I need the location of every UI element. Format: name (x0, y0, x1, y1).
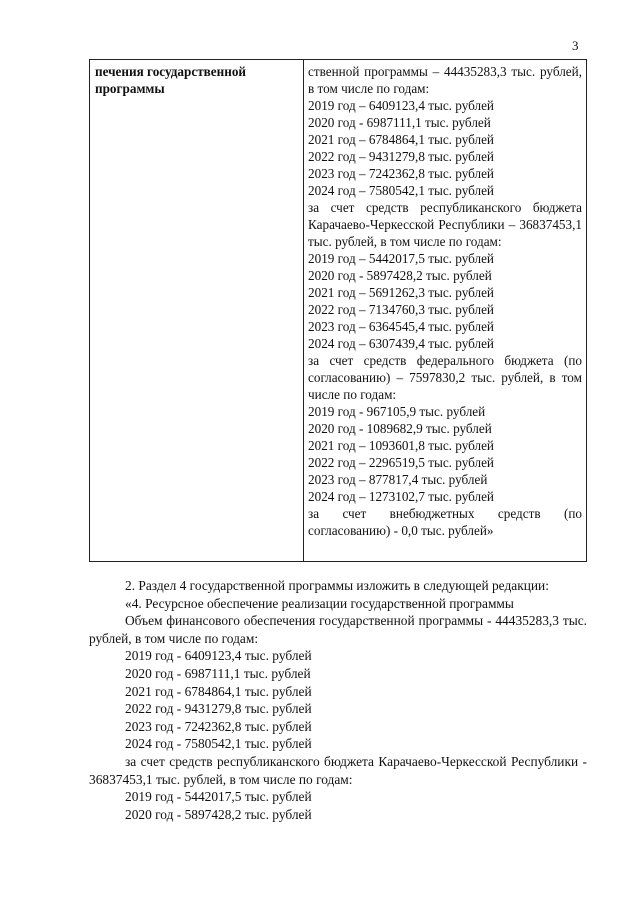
year-line: 2020 год - 6987111,1 тыс. рублей (125, 665, 311, 681)
cell-line: 2020 год - 6987111,1 тыс. рублей (308, 115, 491, 130)
cell-line: за счет средств федерального бюджета (по согласованию) – 7597830,2 тыс. рублей, в том числе по годам: (308, 353, 582, 402)
cell-line: за счет средств республиканского бюджета Карачаево-Черкесской Республики – 36837453,1 тыс. рублей, в том числе по годам: (308, 200, 582, 249)
regional-budget-paragraph: за счет средств республиканского бюджета Карачаево-Черкесской Республики - 36837453,1 тыс. рублей, в том числе по годам: (89, 753, 587, 787)
row-value (304, 60, 587, 562)
row-label: печения государственной программы (90, 60, 304, 562)
financing-paragraph: Объем финансового обеспечения государственной программы - 44435283,3 тыс. рублей, в том числе по годам: (89, 613, 587, 646)
cell-line: 2022 год – 2296519,5 тыс. рублей (308, 455, 494, 470)
section-heading: «4. Ресурсное обеспечение реализации государственной программы (125, 595, 514, 611)
cell-line: 2019 год – 6409123,4 тыс. рублей (308, 98, 494, 113)
cell-line: 2021 год – 5691262,3 тыс. рублей (308, 285, 494, 300)
cell-line: ственной программы – 44435283,3 тыс. рублей, в том числе по годам: (308, 64, 582, 96)
year-line: 2023 год - 7242362,8 тыс. рублей (125, 718, 312, 734)
cell-line: 2022 год – 9431279,8 тыс. рублей (308, 149, 494, 164)
cell-line: 2020 год - 1089682,9 тыс. рублей (308, 421, 492, 436)
cell-line: 2021 год – 1093601,8 тыс. рублей (308, 438, 494, 453)
cell-line: за счет внебюджетных средств (по согласованию) - 0,0 тыс. рублей» (308, 506, 582, 538)
year-line: 2022 год - 9431279,8 тыс. рублей (125, 701, 312, 717)
cell-line: 2023 год – 6364545,4 тыс. рублей (308, 319, 494, 334)
page-number: 3 (572, 38, 579, 53)
cell-line: 2021 год – 6784864,1 тыс. рублей (308, 132, 494, 147)
document-body (89, 577, 587, 823)
cell-line: 2019 год – 5442017,5 тыс. рублей (308, 251, 494, 266)
cell-line: 2024 год – 6307439,4 тыс. рублей (308, 336, 494, 351)
year-line: 2024 год - 7580542,1 тыс. рублей (125, 736, 312, 752)
table-row (90, 60, 587, 562)
year-line: 2019 год - 5442017,5 тыс. рублей (125, 789, 312, 805)
cell-line: 2022 год – 7134760,3 тыс. рублей (308, 302, 494, 317)
financing-table (89, 59, 587, 562)
cell-line: 2024 год – 1273102,7 тыс. рублей (308, 489, 494, 504)
cell-line: 2023 год – 877817,4 тыс. рублей (308, 472, 488, 487)
cell-line: 2020 год - 5897428,2 тыс. рублей (308, 268, 492, 283)
cell-line: 2019 год - 967105,9 тыс. рублей (308, 404, 486, 419)
year-line: 2019 год - 6409123,4 тыс. рублей (125, 648, 312, 664)
year-line: 2021 год - 6784864,1 тыс. рублей (125, 683, 312, 699)
amendment-paragraph: 2. Раздел 4 государственной программы изложить в следующей редакции: (125, 578, 549, 593)
year-line: 2020 год - 5897428,2 тыс. рублей (125, 806, 312, 822)
cell-line: 2024 год – 7580542,1 тыс. рублей (308, 183, 494, 198)
cell-line: 2023 год – 7242362,8 тыс. рублей (308, 166, 494, 181)
